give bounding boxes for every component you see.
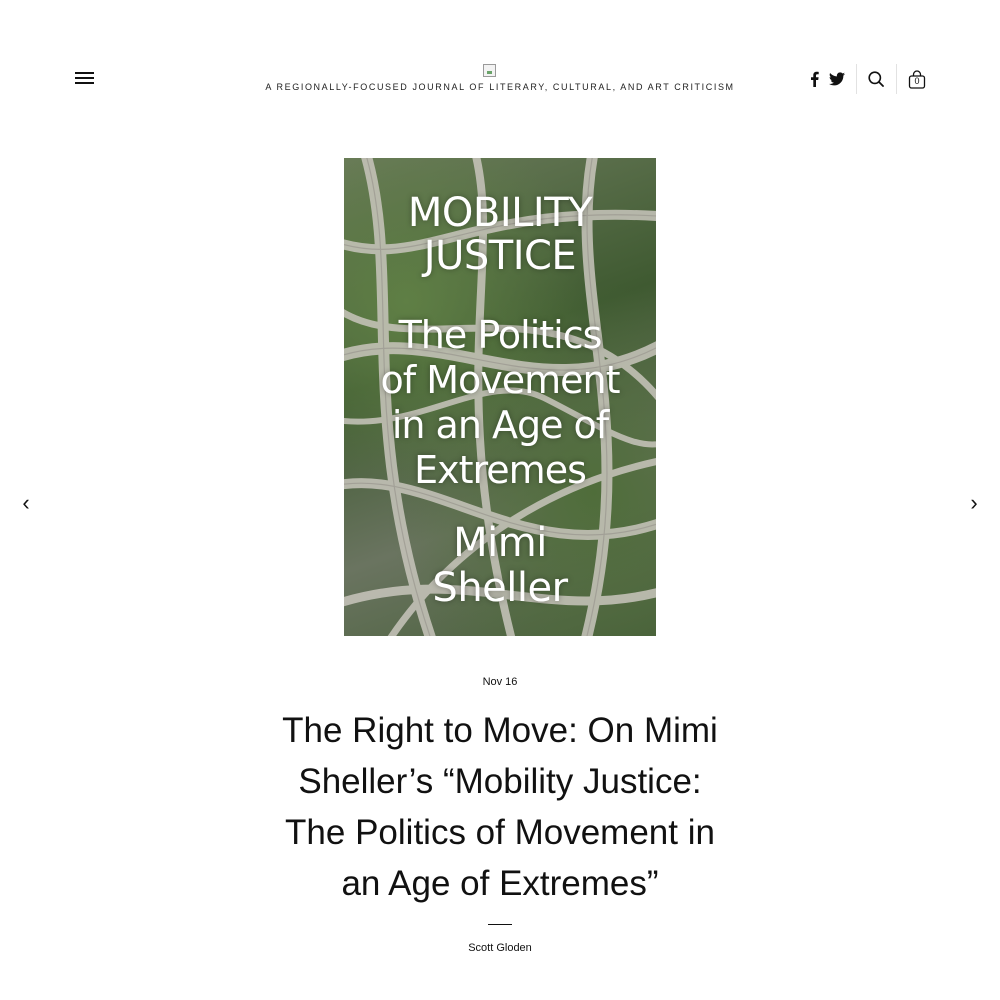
cover-subtitle: [344, 313, 656, 493]
cover-title-line: JUSTICE: [423, 233, 577, 279]
cover-subtitle-line: in an Age of: [391, 403, 609, 447]
cover-subtitle-line: Extremes: [414, 448, 586, 492]
cover-subtitle-line: The Politics: [398, 313, 602, 357]
article-title[interactable]: The Right to Move: On Mimi Sheller’s “Mobility Justice: The Politics of Movement in an Age of Extremes”: [282, 711, 718, 903]
cover-author-line: Mimi: [453, 520, 547, 566]
site-logo[interactable]: [483, 64, 496, 77]
twitter-icon[interactable]: [829, 72, 845, 86]
book-cover-image[interactable]: [344, 158, 656, 636]
title-divider: [488, 924, 512, 925]
search-icon[interactable]: [868, 71, 884, 87]
menu-icon[interactable]: [75, 71, 94, 85]
cover-title: [344, 192, 656, 278]
cover-author-line: Sheller: [432, 565, 568, 611]
facebook-icon[interactable]: [810, 71, 819, 87]
next-arrow-icon[interactable]: ›: [970, 490, 978, 515]
header-divider: [896, 64, 897, 94]
cover-title-line: MOBILITY: [407, 190, 593, 236]
cover-author: [344, 521, 656, 611]
header-divider: [856, 64, 857, 94]
previous-arrow-icon[interactable]: ‹: [22, 490, 30, 515]
article-author[interactable]: Scott Gloden: [468, 942, 532, 954]
cart-count: 0: [914, 76, 920, 86]
site-tagline: A REGIONALLY-FOCUSED JOURNAL OF LITERARY, CULTURAL, AND ART CRITICISM: [265, 82, 735, 92]
cover-subtitle-line: of Movement: [380, 358, 620, 402]
post-date: Nov 16: [482, 676, 518, 688]
